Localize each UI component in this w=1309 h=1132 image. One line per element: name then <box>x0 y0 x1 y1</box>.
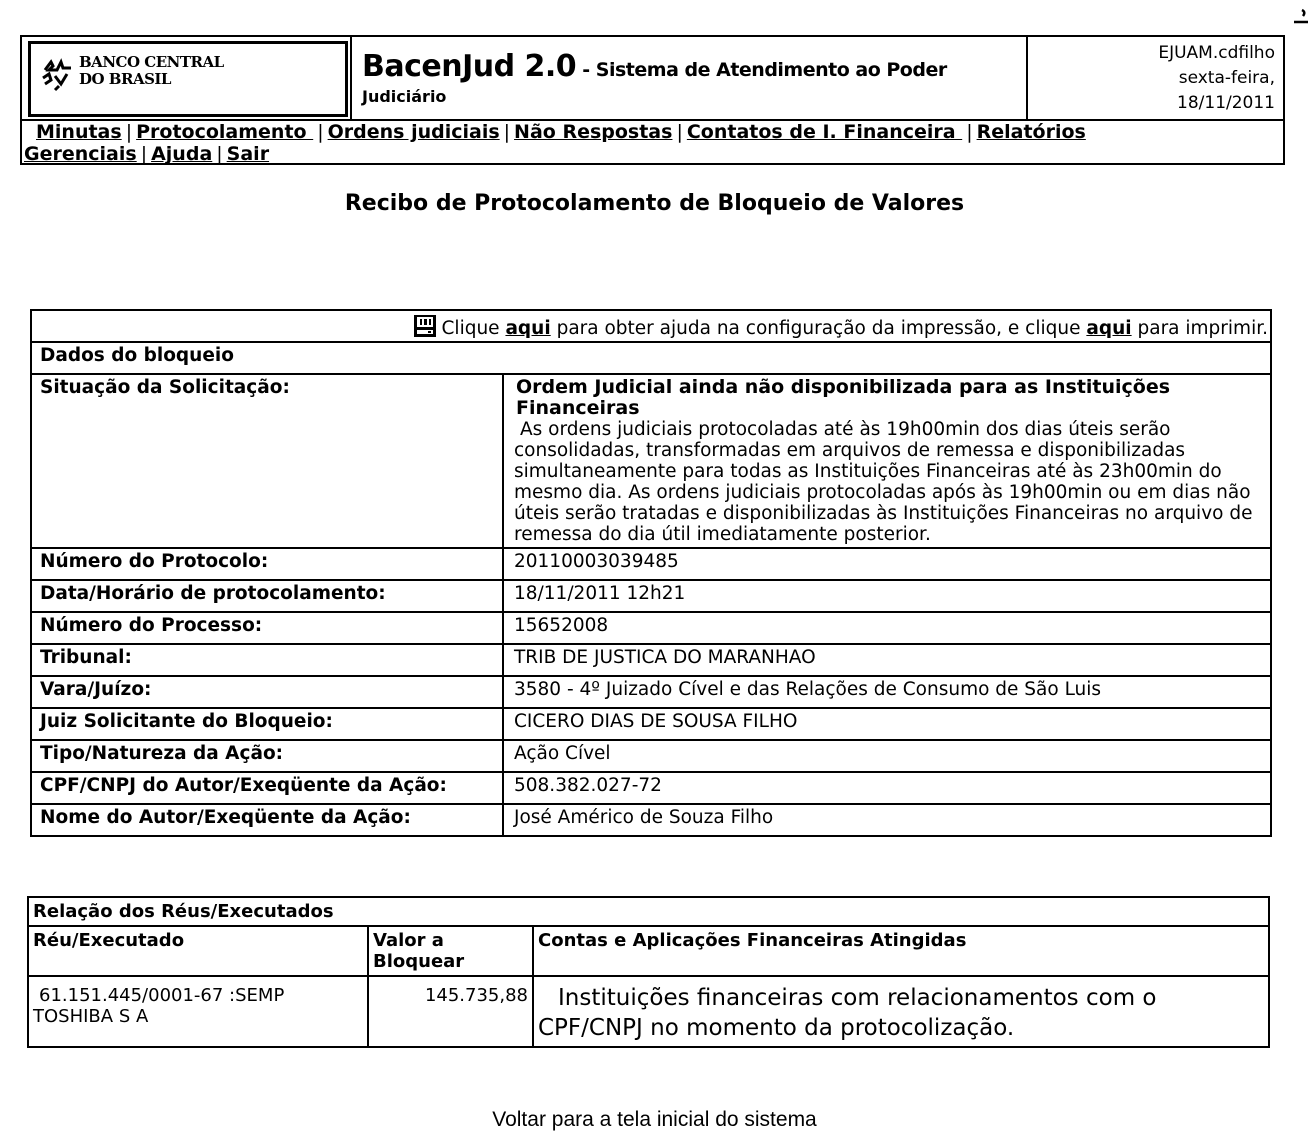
logo-line-2: DO BRASIL <box>79 70 171 88</box>
section-header-row <box>31 342 1271 374</box>
logo-cell <box>28 41 348 117</box>
voltar-link[interactable]: Voltar para a tela inicial do sistema <box>492 1108 817 1131</box>
nav-minutas[interactable]: Minutas <box>36 121 122 143</box>
field-row <box>31 708 1271 740</box>
app-subtitle-line-2: Judiciário <box>362 87 447 106</box>
column-header-valor: Valor a Bloquear <box>368 926 533 976</box>
field-row <box>31 804 1271 836</box>
reu-cell: 61.151.445/0001-67 :SEMP TOSHIBA S A <box>28 976 368 1047</box>
nav-ordens-judiciais[interactable]: Ordens judiciais <box>327 121 500 143</box>
field-value-protocolo: 20110003039485 <box>503 548 1271 580</box>
title-cell <box>350 37 1028 119</box>
field-row <box>31 612 1271 644</box>
field-value-data-horario: 18/11/2011 12h21 <box>503 580 1271 612</box>
column-header-reu: Réu/Executado <box>28 926 368 976</box>
field-row <box>31 772 1271 804</box>
app-title <box>362 49 947 84</box>
situacao-row <box>31 374 1271 548</box>
dados-bloqueio-table <box>30 309 1272 837</box>
field-label: Data/Horário de protocolamento: <box>31 580 503 612</box>
corner-scan-mark <box>1292 6 1309 26</box>
field-row <box>31 548 1271 580</box>
field-row <box>31 580 1271 612</box>
field-label: Vara/Juízo: <box>31 676 503 708</box>
user-info <box>1028 37 1283 119</box>
column-header-row <box>28 926 1269 976</box>
page-title: Recibo de Protocolamento de Bloqueio de Valores <box>344 191 965 216</box>
nav-separator: | <box>503 121 511 143</box>
field-label: Situação da Solicitação: <box>31 374 503 548</box>
section-title-reus: Relação dos Réus/Executados <box>28 897 1269 926</box>
weekday: sexta-feira, <box>1178 68 1275 88</box>
field-label: Nome do Autor/Exeqüente da Ação: <box>31 804 503 836</box>
print-row <box>31 310 1271 342</box>
print-link[interactable]: aqui <box>1086 318 1132 339</box>
valor-cell: 145.735,88 <box>368 976 533 1047</box>
header <box>20 35 1285 165</box>
field-row <box>31 676 1271 708</box>
field-value-tipo-acao: Ação Cível <box>503 740 1271 772</box>
field-label: Número do Processo: <box>31 612 503 644</box>
printer-icon[interactable] <box>414 315 436 337</box>
field-value-processo: 15652008 <box>503 612 1271 644</box>
username: EJUAM.cdfilho <box>1158 43 1275 63</box>
print-text: Clique <box>441 318 506 339</box>
nav-relatorios-gerenciais[interactable]: Relatórios Gerenciais <box>24 121 1086 165</box>
table-row <box>28 976 1269 1047</box>
field-value-vara-juizo: 3580 - 4º Juizado Cível e das Relações de Consumo de São Luis <box>503 676 1271 708</box>
banco-central-logo-icon <box>41 56 77 96</box>
field-row <box>31 740 1271 772</box>
section-title-dados: Dados do bloqueio <box>31 342 1271 374</box>
column-header-contas: Contas e Aplicações Financeiras Atingidas <box>533 926 1269 976</box>
logo-text <box>79 54 224 88</box>
nav-contatos-if[interactable]: Contatos de I. Financeira <box>686 121 963 143</box>
print-cell <box>31 310 1271 342</box>
nav-sair[interactable]: Sair <box>226 143 270 165</box>
nav-separator: | <box>676 121 683 143</box>
nav-nao-respostas[interactable]: Não Respostas <box>514 121 673 143</box>
field-value-nome-autor: José Américo de Souza Filho <box>503 804 1271 836</box>
field-label: Número do Protocolo: <box>31 548 503 580</box>
field-label: Tipo/Natureza da Ação: <box>31 740 503 772</box>
situacao-status-title: Ordem Judicial ainda não disponibilizada para as Instituições Financeiras <box>516 376 1171 419</box>
current-date: 18/11/2011 <box>1177 93 1275 113</box>
app-name: BacenJud 2.0 <box>362 49 577 84</box>
print-text: para imprimir. <box>1131 318 1268 339</box>
situacao-description: As ordens judiciais protocoladas até às 19h00min dos dias úteis serão consolidadas, transformadas em arquivos de remessa e disponibilizadas simultaneamente para todas as Instituições Financeiras até às 23h00min do mesmo dia. As ordens judiciais protocoladas após às 19h00min ou em dias não úteis serão tratadas e disponibilizadas às Instituições Financeiras no arquivo de remessa do dia útil imediatamente posterior. <box>514 419 1253 545</box>
logo-line-1: BANCO CENTRAL <box>79 53 224 71</box>
field-label: Tribunal: <box>31 644 503 676</box>
field-value-juiz: CICERO DIAS DE SOUSA FILHO <box>503 708 1271 740</box>
nav-separator: | <box>125 121 133 143</box>
print-text: para obter ajuda na configuração da impressão, e clique <box>550 318 1087 339</box>
print-help-link[interactable]: aqui <box>505 318 551 339</box>
field-value-tribunal: TRIB DE JUSTICA DO MARANHAO <box>503 644 1271 676</box>
main-nav <box>22 119 1283 163</box>
app-subtitle: - Sistema de Atendimento ao Poder <box>576 59 947 81</box>
nav-separator: | <box>216 143 223 165</box>
field-label: CPF/CNPJ do Autor/Exeqüente da Ação: <box>31 772 503 804</box>
nav-ajuda[interactable]: Ajuda <box>151 143 213 165</box>
nav-separator: | <box>317 121 324 143</box>
situacao-value <box>503 374 1271 548</box>
nav-separator: | <box>966 121 973 143</box>
reus-table <box>27 896 1270 1048</box>
field-value-cpf-cnpj-autor: 508.382.027-72 <box>503 772 1271 804</box>
section-header-row <box>28 897 1269 926</box>
field-label: Juiz Solicitante do Bloqueio: <box>31 708 503 740</box>
nav-separator: | <box>140 143 148 165</box>
nav-protocolamento[interactable]: Protocolamento <box>136 121 314 143</box>
field-row <box>31 644 1271 676</box>
contas-cell: Instituições financeiras com relacionamentos com o CPF/CNPJ no momento da protocolização. <box>533 976 1269 1047</box>
